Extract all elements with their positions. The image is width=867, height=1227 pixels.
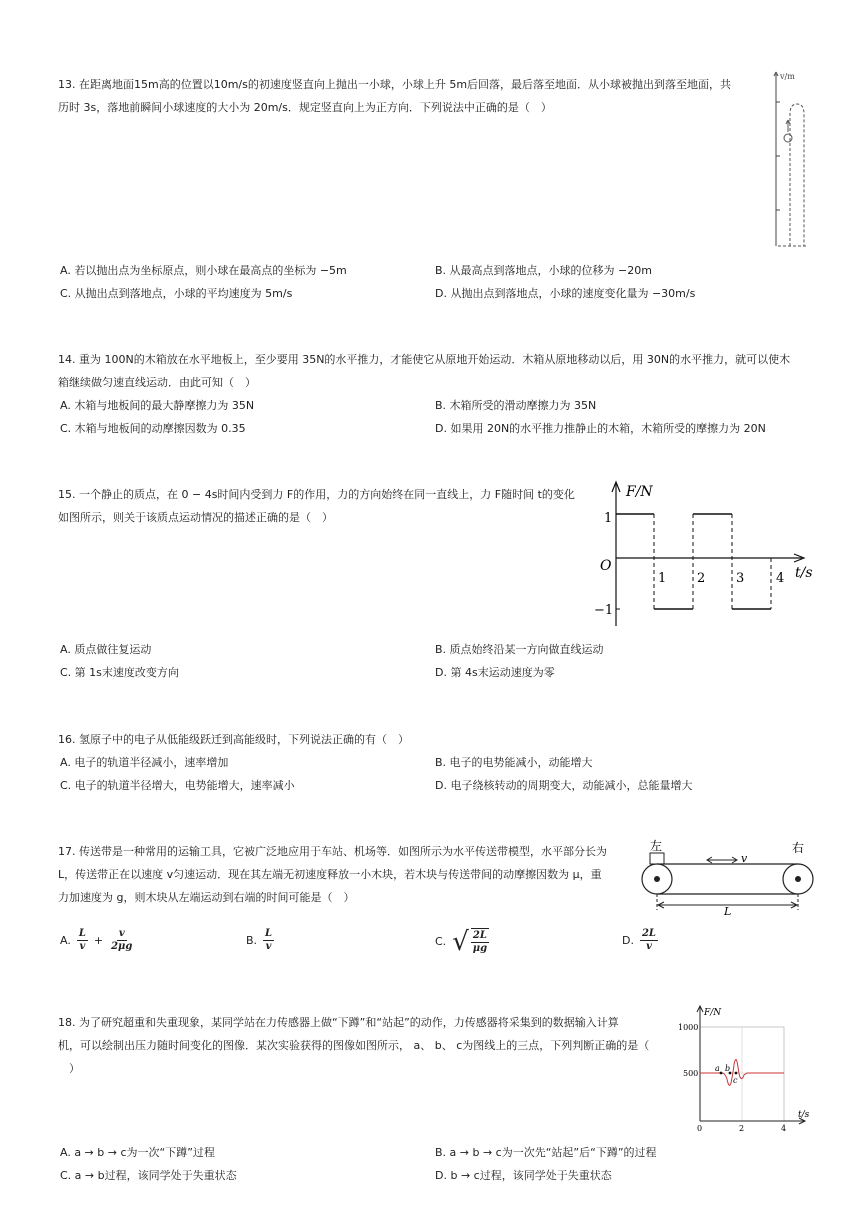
q14-option-b[interactable]: B. 木箱所受的滑动摩擦力为 35N bbox=[435, 399, 597, 412]
q14-stem-line1: 14. 重为 100N的木箱放在水平地板上，至少要用 35N的水平推力，才能使它从原地开始运动．木箱从原地移动以后，用 30N的水平推力，就可以使木 bbox=[58, 353, 791, 366]
q17-stem-line2: L，传送带正在以速度 v匀速运动．现在其左端无初速度释放一小木块，若木块与传送带间的动摩擦因数为 μ，重 bbox=[58, 868, 602, 881]
q16-option-a[interactable]: A. 电子的轨道半径减小，速率增加 bbox=[60, 756, 229, 769]
q17-conveyor-figure bbox=[640, 836, 815, 916]
q17-option-c-frac: $\frac{2L}{\mu g}$ bbox=[472, 930, 488, 954]
q16-option-c[interactable]: C. 电子的轨道半径增大，电势能增大，速率减小 bbox=[60, 779, 295, 792]
q14-option-d[interactable]: D. 如果用 20N的水平推力推静止的木箱，木箱所受的摩擦力为 20N bbox=[435, 422, 766, 435]
q15-x-tick-1: 1 bbox=[658, 571, 667, 586]
q13-option-c[interactable]: C. 从抛出点到落地点，小球的平均速度为 5m/s bbox=[60, 287, 293, 300]
q16-option-b[interactable]: B. 电子的电势能减小，动能增大 bbox=[435, 756, 593, 769]
q13-figure bbox=[768, 70, 816, 252]
q14-option-c[interactable]: C. 木箱与地板间的动摩擦因数为 0.35 bbox=[60, 422, 246, 435]
q13-fig-label: v/m bbox=[780, 72, 795, 81]
q15-origin: O bbox=[600, 558, 612, 574]
q18-x-label: t/s bbox=[798, 1110, 810, 1120]
q17-option-c-label: C. bbox=[435, 935, 447, 948]
q15-force-graph bbox=[592, 478, 817, 630]
q15-option-d[interactable]: D. 第 4s末运动速度为零 bbox=[435, 666, 555, 679]
q15-y-tick-pos: 1 bbox=[604, 511, 613, 526]
q17-stem-line3: 力加速度为 g，则木块从左端运动到右端的时间可能是（ ） bbox=[58, 891, 355, 904]
q13-stem-line1: 13. 在距离地面15m高的位置以10m/s的初速度竖直向上抛出一小球，小球上升 5m后回落，最后落至地面．从小球被抛出到落至地面，共 bbox=[58, 78, 732, 91]
q15-y-tick-neg: −1 bbox=[594, 603, 614, 618]
q18-x-tick-2: 2 bbox=[739, 1124, 745, 1133]
q17-fig-right: 右 bbox=[792, 841, 805, 855]
q18-y-tick-500: 500 bbox=[683, 1069, 699, 1078]
q17-fig-L: L bbox=[724, 905, 732, 916]
q17-option-a-plus: + bbox=[93, 934, 104, 947]
q15-x-label: t/s bbox=[795, 565, 813, 581]
q17-option-b-frac: $\frac{L}{v}$ bbox=[265, 928, 273, 952]
q15-x-tick-3: 3 bbox=[736, 571, 745, 586]
q15-option-c[interactable]: C. 第 1s末速度改变方向 bbox=[60, 666, 179, 679]
q18-option-b[interactable]: B. a → b → c为一次先“站起”后“下蹲”的过程 bbox=[435, 1146, 657, 1159]
q18-stem-line3: ） bbox=[58, 1062, 80, 1075]
q15-stem-line2: 如图所示，则关于该质点运动情况的描述正确的是（ ） bbox=[58, 511, 333, 524]
q18-point-c-label: c bbox=[733, 1076, 738, 1085]
q18-stem-line2: 机，可以绘制出压力随时间变化的图像．某次实验获得的图像如图所示， a、 b、 c为图线上的三点，下列判断正确的是（ bbox=[58, 1039, 650, 1052]
q17-block bbox=[650, 853, 664, 864]
q18-y-tick-1000: 1000 bbox=[678, 1023, 699, 1032]
q13-option-b[interactable]: B. 从最高点到落地点，小球的位移为 −20m bbox=[435, 264, 652, 277]
q18-option-a[interactable]: A. a → b → c为一次“下蹲”过程 bbox=[60, 1146, 215, 1159]
q16-option-d[interactable]: D. 电子绕核转动的周期变大，动能减小，总能量增大 bbox=[435, 779, 693, 792]
q17-fig-v: v bbox=[741, 852, 748, 865]
q18-y-label: F/N bbox=[704, 1008, 722, 1018]
q15-option-b[interactable]: B. 质点始终沿某一方向做直线运动 bbox=[435, 643, 604, 656]
q17-fig-left: 左 bbox=[650, 839, 663, 853]
q17-option-a-frac1: $\frac{L}{v}$ bbox=[78, 928, 86, 952]
q18-option-c[interactable]: C. a → b过程，该同学处于失重状态 bbox=[60, 1169, 237, 1182]
q13-option-a[interactable]: A. 若以抛出点为坐标原点，则小球在最高点的坐标为 −5m bbox=[60, 264, 347, 277]
q18-point-a bbox=[720, 1072, 723, 1075]
q15-x-tick-4: 4 bbox=[776, 571, 785, 586]
q17-option-b-label: B. bbox=[246, 934, 258, 947]
q18-point-a-label: a bbox=[715, 1064, 720, 1073]
q18-point-c bbox=[735, 1072, 738, 1075]
q15-option-a[interactable]: A. 质点做往复运动 bbox=[60, 643, 152, 656]
q15-stem-line1: 15. 一个静止的质点，在 0 − 4s时间内受到力 F的作用，力的方向始终在同一直线上，力 F随时间 t的变化 bbox=[58, 488, 575, 501]
q17-option-d-label: D. bbox=[622, 934, 634, 947]
q15-y-label: F/N bbox=[626, 484, 653, 500]
sqrt-icon: √ bbox=[452, 926, 469, 957]
q18-x-tick-4: 4 bbox=[781, 1124, 787, 1133]
q14-option-a[interactable]: A. 木箱与地板间的最大静摩擦力为 35N bbox=[60, 399, 255, 412]
q17-option-a-label: A. bbox=[60, 934, 71, 947]
q18-option-d[interactable]: D. b → c过程，该同学处于失重状态 bbox=[435, 1169, 612, 1182]
q18-x-tick-0: 0 bbox=[697, 1124, 703, 1133]
q18-force-time-graph bbox=[672, 1003, 812, 1133]
q17-option-a-frac2: $\frac{v}{2\mu g}$ bbox=[111, 928, 133, 952]
q17-stem-line1: 17. 传送带是一种常用的运输工具，它被广泛地应用于车站、机场等．如图所示为水平传送带模型，水平部分长为 bbox=[58, 845, 607, 858]
q15-x-tick-2: 2 bbox=[697, 571, 706, 586]
q17-option-c[interactable] bbox=[435, 928, 489, 955]
q17-option-b[interactable] bbox=[246, 928, 274, 953]
q17-option-d-frac: $\frac{2L}{v}$ bbox=[641, 928, 656, 952]
q13-stem-line2: 历时 3s，落地前瞬间小球速度的大小为 20m/s．规定竖直向上为正方向．下列说法中正确的是（ ） bbox=[58, 101, 552, 114]
q16-stem-line1: 16. 氢原子中的电子从低能级跃迁到高能级时，下列说法正确的有（ ） bbox=[58, 733, 409, 746]
q18-point-b-label: b bbox=[725, 1064, 731, 1073]
q17-option-d[interactable] bbox=[622, 928, 658, 953]
q14-stem-line2: 箱继续做匀速直线运动．由此可知（ ） bbox=[58, 376, 256, 389]
q17-option-a[interactable] bbox=[60, 928, 134, 953]
q18-stem-line1: 18. 为了研究超重和失重现象，某同学站在力传感器上做“下蹲”和“站起”的动作，力传感器将采集到的数据输入计算 bbox=[58, 1016, 619, 1029]
q13-option-d[interactable]: D. 从抛出点到落地点，小球的速度变化量为 −30m/s bbox=[435, 287, 696, 300]
